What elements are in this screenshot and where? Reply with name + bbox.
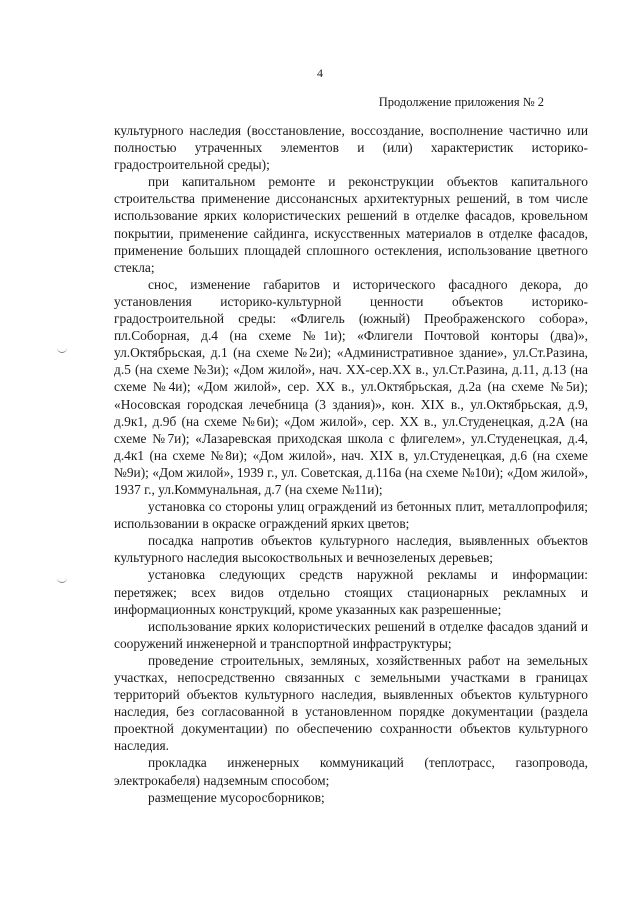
paragraph: размещение мусоросборников; bbox=[148, 789, 325, 805]
paragraph: посадка напротив объектов культурного наследия, выявленных объектов культурного наследия высокоствольных и вечнозеленых деревьев; bbox=[114, 533, 588, 566]
paragraph: культурного наследия (восстановление, воссоздание, восполнение частично или полностью утраченных элементов и (или) характеристик историко-градостроительной среды); bbox=[114, 123, 588, 173]
paragraph: установка следующих средств наружной рекламы и информации: перетяжек; всех видов отдельно стоящих стационарных рекламных и информационных конструкций, кроме указанных как разрешенные; bbox=[114, 567, 588, 617]
paragraph: прокладка инженерных коммуникаций (теплотрасс, газопровода, электрокабеля) надземным способом; bbox=[114, 755, 588, 788]
paragraph: при капитальном ремонте и реконструкции объектов капитального строительства применение диссонансных архитектурных решений, в том числе использование ярких колористических решений в отделке фасадов, кровельном покрытии, применение сайдинга, искусственных материалов в отделке фасадов, применение больших площадей сплошного остекления, использование цветного стекла; bbox=[114, 174, 588, 275]
paragraph: использование ярких колористических решений в отделке фасадов зданий и сооружений инженерной и транспортной инфраструктуры; bbox=[114, 618, 588, 651]
paragraph: проведение строительных, земляных, хозяйственных работ на земельных участках, непосредственно связанных с земельными участками в границах территорий объектов культурного наследия, выявленных объектов культурного наследия, без согласованной в установленном порядке документации (раздела проектной документации) по обеспечению сохранности объектов культурного наследия. bbox=[114, 652, 588, 754]
paragraph: установка со стороны улиц ограждений из бетонных плит, металлопрофиля; использовании в окраске ограждений ярких цветов; bbox=[114, 499, 588, 532]
page-number: 4 bbox=[317, 66, 323, 80]
paragraph: снос, изменение габаритов и исторического фасадного декора, до установления историко-культурной ценности объектов историко-градостроительной среды: «Флигель (южный) Преображенского собора», пл.Соборная, д.4 (на схеме №1и); «Флигели Почтовой конторы (два)», ул.Октябрьская, д.1 (на схеме №2и); «Административное здание», ул.Ст.Разина, д.5 (на схеме №3и); «Дом жилой», нач. ХХ-сер.ХХ в., ул.Ст.Разина, д.11, д.13 (на схеме №4и); «Дом жилой», сер. ХХ в., ул.Октябрьская, д.2а (на схеме №5и); «Носовская городская лечебница (3 здания)», кон. XIX в., ул.Октябрьская, д.9, д.9к1, д.9б (на схеме №6и); «Дом жилой», сер. ХХ в., ул.Студенецкая, д.2А (на схеме №7и); «Лазаревская приходская школа с флигелем», ул.Студенецкая, д.4, д.4к1 (на схеме №8и); «Дом жилой», нач. XIX в, ул.Студенецкая, д.6 (на схеме №9и); «Дом жилой», 1939 г., ул. Советская, д.116а (на схеме №10и); «Дом жилой», 1937 г., ул.Коммунальная, д.7 (на схеме №11и); bbox=[114, 276, 588, 497]
appendix-header: Продолжение приложения № 2 bbox=[378, 95, 544, 109]
margin-mark bbox=[57, 348, 67, 353]
margin-mark bbox=[57, 578, 67, 583]
document-body bbox=[114, 122, 588, 806]
